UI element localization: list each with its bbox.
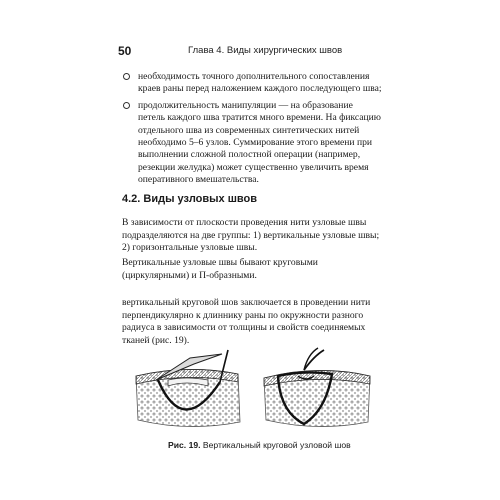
running-head: Глава 4. Виды хирургических швов <box>188 45 343 56</box>
section-heading: 4.2. Виды узловых швов <box>122 193 257 205</box>
suture-illustration <box>128 346 378 430</box>
circle-bullet-icon <box>123 73 130 80</box>
caption-label: Рис. 19. <box>168 440 201 450</box>
bullet-list <box>122 71 382 191</box>
left-suture-drawing <box>136 350 240 427</box>
list-item <box>122 71 382 96</box>
bullet-text: продолжительность манипуляции — на образование петель каждого шва тратится много времени. На фиксацию отдельного шва из современных синтетических нитей необходимо 5–6 узлов. Суммирование этого времени при выполнении сложной полостной операции (например, резекции желудка) может существенно увеличить время оперативного вмешательства. <box>138 99 381 186</box>
caption-text: Вертикальный круговой узловой шов <box>202 440 351 450</box>
right-suture-drawing <box>264 348 370 427</box>
figure-caption <box>168 440 351 450</box>
page-number: 50 <box>118 44 132 58</box>
list-item <box>122 100 382 187</box>
circle-bullet-icon <box>123 102 130 109</box>
paragraph: В зависимости от плоскости проведения нити узловые швы подразделяются на две группы: 1) вертикальные узловые швы; 2) горизонтальные узловые швы. <box>122 217 380 254</box>
paragraph: вертикальный круговой шов заключается в проведении нити перпендикулярно к длиннику раны по окружности разного радиуса в зависимости от толщины и свойств соединяемых тканей (рис. 19). <box>122 297 371 346</box>
paragraph: Вертикальные узловые швы бывают круговыми (циркулярными) и П-образными. <box>122 257 318 281</box>
bullet-text: необходимость точного дополнительного сопоставления краев раны перед наложением каждого последующего шва; <box>138 71 382 95</box>
